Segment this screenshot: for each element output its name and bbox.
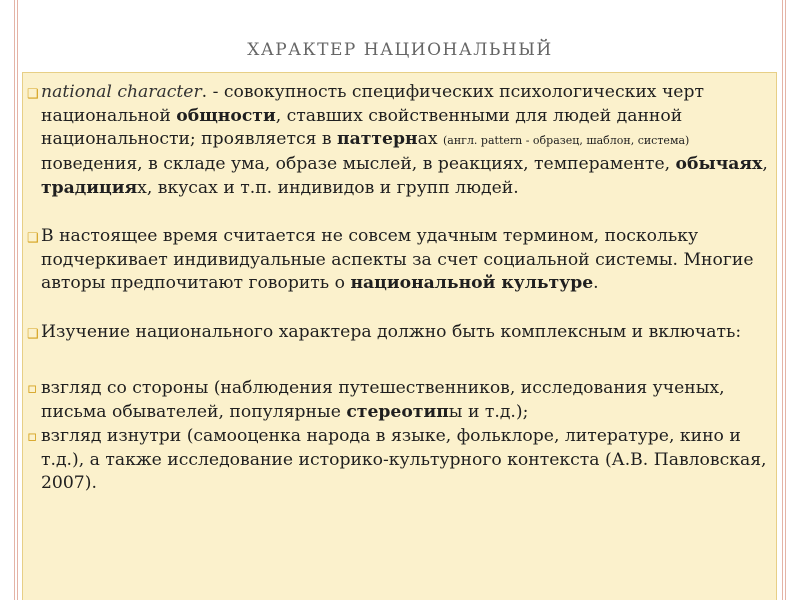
- bullet-text: [33, 377, 773, 424]
- bullet-item-study: [27, 321, 773, 345]
- text-span: ,: [762, 154, 768, 175]
- sub-bullet-item-inside-view: [27, 425, 773, 496]
- text-span: ы и т.д.);: [448, 401, 529, 422]
- term-national-culture: национальной культуре: [350, 273, 594, 294]
- square-bullet-icon: ❑: [27, 327, 39, 342]
- bullet-text: взгляд изнутри (самооценка народа в языке, фольклоре, литературе, кино и т.д.), а также исследование историко-культурного контекста (А.В. Павловская, 2007).: [41, 426, 767, 494]
- sub-bullet-icon: ▫: [27, 379, 38, 397]
- frame-line-right-inner: [782, 0, 783, 600]
- bullet-text: Изучение национального характера должно быть комплексным и включать:: [41, 322, 742, 342]
- square-bullet-icon: ❑: [27, 87, 39, 102]
- content-box: [22, 72, 777, 600]
- text-span: х, вкусах и т.п. индивидов и групп людей.: [137, 177, 519, 198]
- text-span: , ставших свойственными для людей данной национальности; проявляется в: [41, 105, 683, 150]
- text-span: .: [593, 273, 599, 294]
- sub-bullet-item-outside-view: [27, 377, 773, 424]
- bullet-text: [33, 81, 773, 201]
- text-span: взгляд со стороны (наблюдения путешественников, исследования ученых, письма обывателей, популярные: [41, 378, 725, 422]
- term-national-character: national character: [41, 82, 202, 102]
- term-obshchnosti: общности: [176, 105, 276, 126]
- term-stereotip: стереотип: [346, 401, 449, 422]
- frame-line-right-outer: [785, 0, 786, 600]
- term-traditsii: традиция: [41, 177, 138, 198]
- slide-title: ХАРАКТЕР НАЦИОНАЛЬНЫЙ: [247, 40, 553, 60]
- frame-line-left-outer: [14, 0, 15, 600]
- pattern-note: (англ. pattern - образец, шаблон, система): [443, 134, 690, 148]
- term-pattern: паттерн: [337, 129, 418, 150]
- text-span: поведения, в складе ума, образе мыслей, в реакциях, темпераменте,: [41, 154, 676, 175]
- square-bullet-icon: ❑: [27, 231, 39, 246]
- text-span: . - совокупность специфических психологических черт национальной: [41, 82, 704, 126]
- text-span: ах: [417, 129, 443, 150]
- bullet-item-definition: [27, 81, 773, 201]
- bullet-text: [33, 225, 773, 296]
- frame-line-left-inner: [17, 0, 18, 600]
- text-span: В настоящее время считается не совсем удачным термином, поскольку подчеркивает индивидуальные аспекты за счет социальной системы. Многие авторы предпочитают говорить о: [41, 226, 754, 294]
- sub-bullet-icon: ▫: [27, 427, 38, 445]
- bullet-item-term-critique: [27, 225, 773, 296]
- term-obychai: обычаях: [675, 154, 763, 175]
